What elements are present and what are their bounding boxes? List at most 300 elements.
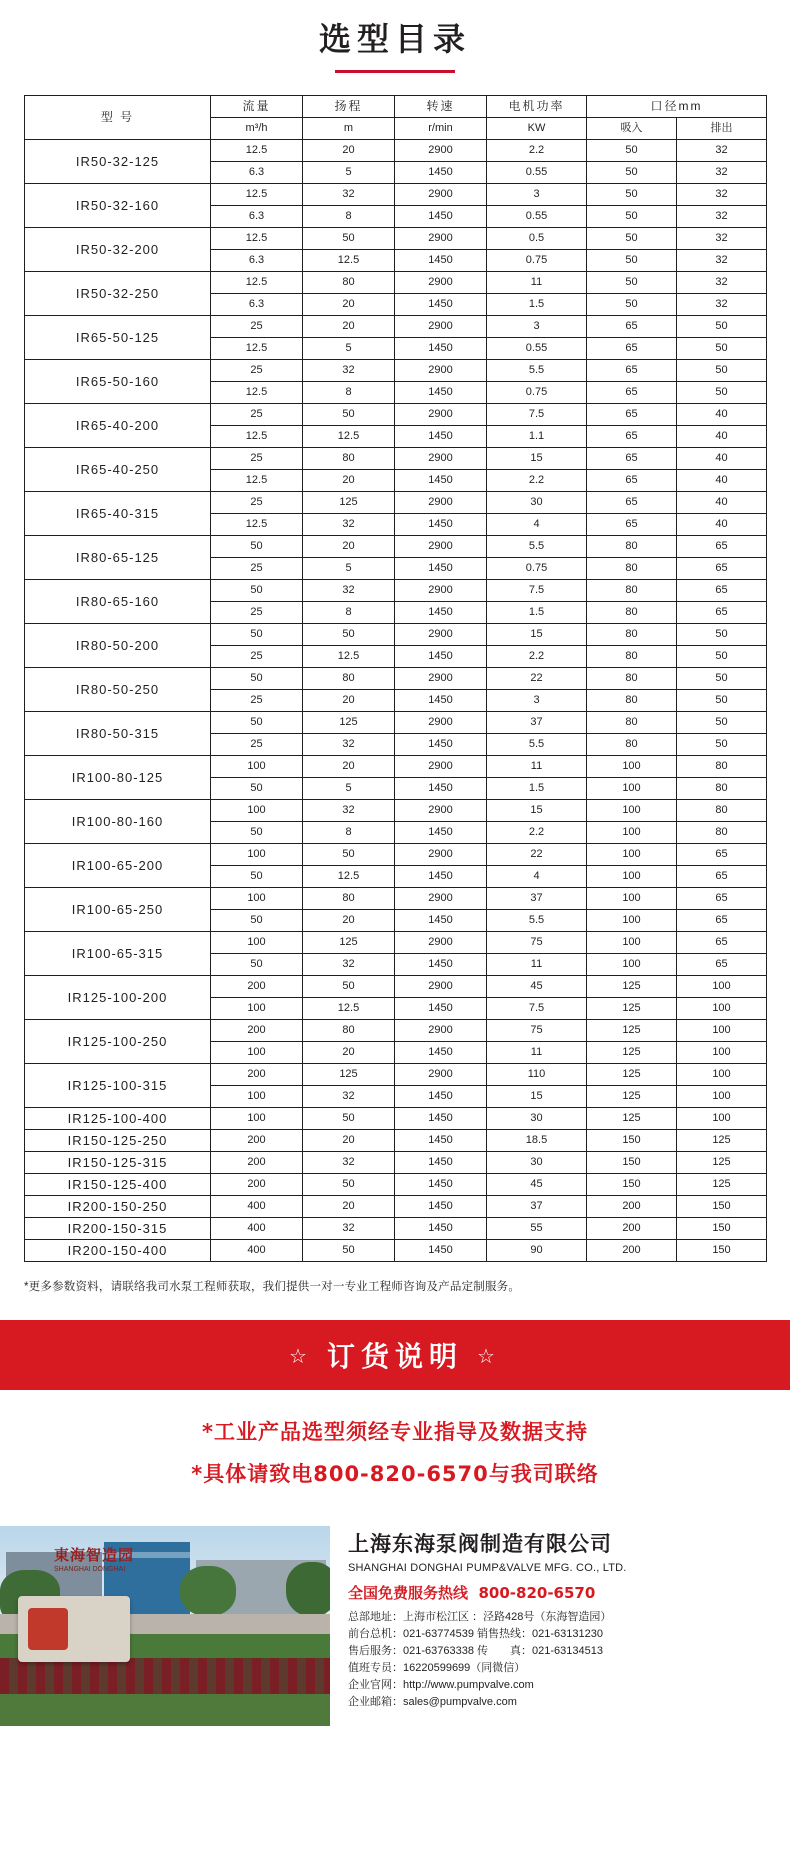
cell-outlet: 50 bbox=[677, 360, 767, 382]
cell-inlet: 65 bbox=[587, 404, 677, 426]
cell-model: IR50-32-125 bbox=[25, 140, 211, 184]
header-head: 扬程 bbox=[303, 96, 395, 118]
cell-outlet: 80 bbox=[677, 800, 767, 822]
cell-model: IR200-150-315 bbox=[25, 1218, 211, 1240]
header-diameter: 口径mm bbox=[587, 96, 767, 118]
cell-model: IR100-65-200 bbox=[25, 844, 211, 888]
table-row bbox=[25, 1174, 767, 1196]
photo-signage-stone bbox=[18, 1596, 130, 1662]
cell-flow: 12.5 bbox=[211, 338, 303, 360]
cell-inlet: 80 bbox=[587, 602, 677, 624]
table-row bbox=[25, 492, 767, 514]
table-row bbox=[25, 976, 767, 998]
cell-inlet: 80 bbox=[587, 734, 677, 756]
header-outlet: 排出 bbox=[677, 118, 767, 140]
banner-label: 订货说明 bbox=[326, 1340, 463, 1373]
cell-power: 15 bbox=[487, 800, 587, 822]
cell-flow: 100 bbox=[211, 800, 303, 822]
cell-outlet: 100 bbox=[677, 1064, 767, 1086]
cell-outlet: 125 bbox=[677, 1174, 767, 1196]
cell-model: IR100-80-125 bbox=[25, 756, 211, 800]
cell-inlet: 125 bbox=[587, 998, 677, 1020]
cell-speed: 2900 bbox=[395, 756, 487, 778]
cell-power: 0.75 bbox=[487, 250, 587, 272]
cell-outlet: 65 bbox=[677, 602, 767, 624]
table-row bbox=[25, 624, 767, 646]
cell-power: 4 bbox=[487, 866, 587, 888]
cell-head: 20 bbox=[303, 910, 395, 932]
cell-head: 32 bbox=[303, 360, 395, 382]
cell-head: 20 bbox=[303, 1042, 395, 1064]
cell-power: 7.5 bbox=[487, 998, 587, 1020]
cell-head: 5 bbox=[303, 558, 395, 580]
table-row bbox=[25, 184, 767, 206]
cell-outlet: 50 bbox=[677, 624, 767, 646]
cell-inlet: 125 bbox=[587, 1086, 677, 1108]
cell-outlet: 100 bbox=[677, 1086, 767, 1108]
cell-outlet: 50 bbox=[677, 668, 767, 690]
cell-outlet: 32 bbox=[677, 250, 767, 272]
cell-head: 80 bbox=[303, 668, 395, 690]
photo-flowerbed bbox=[0, 1658, 330, 1698]
cell-head: 12.5 bbox=[303, 866, 395, 888]
cell-speed: 1450 bbox=[395, 1196, 487, 1218]
table-row bbox=[25, 404, 767, 426]
cell-model: IR150-125-250 bbox=[25, 1130, 211, 1152]
cell-inlet: 65 bbox=[587, 492, 677, 514]
cell-speed: 2900 bbox=[395, 976, 487, 998]
company-name-cn: 上海东海泵阀制造有限公司 bbox=[348, 1532, 612, 1556]
table-row bbox=[25, 1108, 767, 1130]
cell-outlet: 65 bbox=[677, 844, 767, 866]
cell-head: 32 bbox=[303, 1152, 395, 1174]
cell-power: 37 bbox=[487, 1196, 587, 1218]
cell-outlet: 50 bbox=[677, 382, 767, 404]
table-row bbox=[25, 1020, 767, 1042]
cell-model: IR80-50-200 bbox=[25, 624, 211, 668]
cell-power: 37 bbox=[487, 888, 587, 910]
cell-speed: 2900 bbox=[395, 800, 487, 822]
cell-outlet: 125 bbox=[677, 1152, 767, 1174]
cell-speed: 2900 bbox=[395, 316, 487, 338]
cell-speed: 1450 bbox=[395, 690, 487, 712]
cell-power: 0.55 bbox=[487, 162, 587, 184]
cell-inlet: 100 bbox=[587, 932, 677, 954]
table-row bbox=[25, 228, 767, 250]
cell-inlet: 100 bbox=[587, 778, 677, 800]
cell-model: IR65-40-200 bbox=[25, 404, 211, 448]
cell-flow: 12.5 bbox=[211, 272, 303, 294]
cell-flow: 25 bbox=[211, 646, 303, 668]
cell-flow: 25 bbox=[211, 404, 303, 426]
cell-power: 15 bbox=[487, 448, 587, 470]
photo-tree-3 bbox=[286, 1562, 330, 1616]
table-row bbox=[25, 1064, 767, 1086]
cell-flow: 100 bbox=[211, 1042, 303, 1064]
cell-inlet: 80 bbox=[587, 558, 677, 580]
cell-power: 5.5 bbox=[487, 536, 587, 558]
cell-outlet: 150 bbox=[677, 1218, 767, 1240]
cell-head: 32 bbox=[303, 1218, 395, 1240]
cell-flow: 25 bbox=[211, 448, 303, 470]
cell-power: 1.5 bbox=[487, 294, 587, 316]
header-speed: 转速 bbox=[395, 96, 487, 118]
cell-speed: 1450 bbox=[395, 866, 487, 888]
cell-inlet: 50 bbox=[587, 250, 677, 272]
cell-flow: 100 bbox=[211, 844, 303, 866]
cell-power: 1.1 bbox=[487, 426, 587, 448]
cell-outlet: 50 bbox=[677, 690, 767, 712]
cell-flow: 400 bbox=[211, 1218, 303, 1240]
cell-head: 50 bbox=[303, 1108, 395, 1130]
cell-power: 0.75 bbox=[487, 558, 587, 580]
cell-flow: 12.5 bbox=[211, 228, 303, 250]
cell-outlet: 50 bbox=[677, 316, 767, 338]
cell-power: 45 bbox=[487, 1174, 587, 1196]
hotline-number: 800-820-6570 bbox=[478, 1584, 596, 1602]
cell-flow: 50 bbox=[211, 954, 303, 976]
cell-flow: 200 bbox=[211, 1174, 303, 1196]
cell-power: 1.5 bbox=[487, 602, 587, 624]
spec-table bbox=[24, 95, 767, 1262]
cell-inlet: 200 bbox=[587, 1196, 677, 1218]
cell-speed: 1450 bbox=[395, 998, 487, 1020]
footer bbox=[0, 1518, 790, 1726]
slogan-block bbox=[0, 1390, 790, 1518]
table-row bbox=[25, 712, 767, 734]
cell-outlet: 50 bbox=[677, 646, 767, 668]
table-row bbox=[25, 844, 767, 866]
page-title-block bbox=[0, 0, 790, 73]
cell-inlet: 125 bbox=[587, 1064, 677, 1086]
cell-flow: 100 bbox=[211, 1086, 303, 1108]
table-row bbox=[25, 536, 767, 558]
cell-outlet: 80 bbox=[677, 778, 767, 800]
cell-model: IR200-150-250 bbox=[25, 1196, 211, 1218]
unit-power: KW bbox=[487, 118, 587, 140]
cell-outlet: 100 bbox=[677, 976, 767, 998]
cell-flow: 6.3 bbox=[211, 250, 303, 272]
table-row bbox=[25, 1196, 767, 1218]
cell-speed: 2900 bbox=[395, 844, 487, 866]
cell-model: IR65-40-250 bbox=[25, 448, 211, 492]
cell-head: 32 bbox=[303, 734, 395, 756]
cell-model: IR200-150-400 bbox=[25, 1240, 211, 1262]
cell-inlet: 65 bbox=[587, 514, 677, 536]
cell-power: 22 bbox=[487, 844, 587, 866]
cell-head: 20 bbox=[303, 470, 395, 492]
cell-speed: 1450 bbox=[395, 910, 487, 932]
cell-head: 20 bbox=[303, 1130, 395, 1152]
cell-flow: 400 bbox=[211, 1196, 303, 1218]
table-row bbox=[25, 888, 767, 910]
cell-inlet: 65 bbox=[587, 470, 677, 492]
cell-flow: 200 bbox=[211, 1064, 303, 1086]
cell-inlet: 200 bbox=[587, 1218, 677, 1240]
photo-tree-2 bbox=[180, 1566, 236, 1616]
cell-power: 11 bbox=[487, 1042, 587, 1064]
cell-head: 8 bbox=[303, 822, 395, 844]
cell-outlet: 50 bbox=[677, 734, 767, 756]
cell-power: 30 bbox=[487, 1108, 587, 1130]
cell-model: IR125-100-200 bbox=[25, 976, 211, 1020]
cell-power: 45 bbox=[487, 976, 587, 998]
cell-inlet: 80 bbox=[587, 580, 677, 602]
cell-flow: 50 bbox=[211, 866, 303, 888]
cell-flow: 100 bbox=[211, 888, 303, 910]
cell-flow: 100 bbox=[211, 756, 303, 778]
cell-power: 18.5 bbox=[487, 1130, 587, 1152]
cell-power: 55 bbox=[487, 1218, 587, 1240]
cell-outlet: 80 bbox=[677, 822, 767, 844]
cell-inlet: 125 bbox=[587, 976, 677, 998]
cell-inlet: 80 bbox=[587, 646, 677, 668]
cell-inlet: 100 bbox=[587, 954, 677, 976]
cell-speed: 2900 bbox=[395, 1064, 487, 1086]
cell-flow: 50 bbox=[211, 668, 303, 690]
star-right-icon: ☆ bbox=[477, 1344, 501, 1368]
cell-head: 12.5 bbox=[303, 998, 395, 1020]
cell-speed: 2900 bbox=[395, 184, 487, 206]
cell-flow: 50 bbox=[211, 580, 303, 602]
cell-inlet: 65 bbox=[587, 426, 677, 448]
cell-flow: 200 bbox=[211, 1130, 303, 1152]
cell-speed: 1450 bbox=[395, 1086, 487, 1108]
cell-flow: 50 bbox=[211, 536, 303, 558]
cell-head: 32 bbox=[303, 954, 395, 976]
photo-stone-subtext: SHANGHAI DONGHAI bbox=[54, 1566, 126, 1573]
order-instruction-text bbox=[275, 1335, 515, 1375]
cell-head: 32 bbox=[303, 580, 395, 602]
cell-flow: 200 bbox=[211, 1152, 303, 1174]
cell-model: IR65-40-315 bbox=[25, 492, 211, 536]
table-row bbox=[25, 756, 767, 778]
cell-speed: 1450 bbox=[395, 954, 487, 976]
cell-inlet: 100 bbox=[587, 844, 677, 866]
cell-inlet: 125 bbox=[587, 1108, 677, 1130]
cell-head: 50 bbox=[303, 1174, 395, 1196]
cell-flow: 50 bbox=[211, 778, 303, 800]
cell-flow: 200 bbox=[211, 1020, 303, 1042]
cell-speed: 2900 bbox=[395, 668, 487, 690]
slogan-1: *工业产品选型须经专业指导及数据支持 bbox=[202, 1420, 588, 1444]
cell-flow: 25 bbox=[211, 316, 303, 338]
cell-power: 0.5 bbox=[487, 228, 587, 250]
cell-outlet: 65 bbox=[677, 580, 767, 602]
cell-head: 8 bbox=[303, 382, 395, 404]
cell-inlet: 100 bbox=[587, 910, 677, 932]
cell-flow: 100 bbox=[211, 998, 303, 1020]
cell-power: 30 bbox=[487, 1152, 587, 1174]
cell-head: 32 bbox=[303, 514, 395, 536]
cell-flow: 25 bbox=[211, 360, 303, 382]
cell-inlet: 50 bbox=[587, 206, 677, 228]
contact-line: 企业邮箱：sales@pumpvalve.com bbox=[348, 1696, 517, 1708]
catalog-note: *更多参数资料，请联络我司水泵工程师获取，我们提供一对一专业工程师咨询及产品定制服务。 bbox=[24, 1281, 521, 1293]
cell-speed: 2900 bbox=[395, 712, 487, 734]
cell-model: IR150-125-400 bbox=[25, 1174, 211, 1196]
cell-speed: 2900 bbox=[395, 360, 487, 382]
cell-model: IR80-65-125 bbox=[25, 536, 211, 580]
cell-head: 80 bbox=[303, 272, 395, 294]
cell-outlet: 50 bbox=[677, 712, 767, 734]
cell-power: 7.5 bbox=[487, 404, 587, 426]
cell-model: IR65-50-160 bbox=[25, 360, 211, 404]
cell-outlet: 80 bbox=[677, 756, 767, 778]
cell-speed: 1450 bbox=[395, 1042, 487, 1064]
cell-model: IR125-100-315 bbox=[25, 1064, 211, 1108]
company-name-en: SHANGHAI DONGHAI PUMP&VALVE MFG. CO., LTD. bbox=[348, 1562, 627, 1574]
hotline-label: 全国免费服务热线 bbox=[348, 1584, 469, 1602]
cell-inlet: 65 bbox=[587, 338, 677, 360]
cell-head: 125 bbox=[303, 1064, 395, 1086]
cell-power: 15 bbox=[487, 1086, 587, 1108]
cell-speed: 2900 bbox=[395, 228, 487, 250]
cell-speed: 1450 bbox=[395, 514, 487, 536]
cell-flow: 50 bbox=[211, 822, 303, 844]
cell-speed: 1450 bbox=[395, 426, 487, 448]
cell-speed: 1450 bbox=[395, 646, 487, 668]
cell-flow: 12.5 bbox=[211, 140, 303, 162]
cell-power: 22 bbox=[487, 668, 587, 690]
cell-head: 32 bbox=[303, 1086, 395, 1108]
cell-flow: 400 bbox=[211, 1240, 303, 1262]
cell-power: 75 bbox=[487, 1020, 587, 1042]
cell-speed: 1450 bbox=[395, 1152, 487, 1174]
cell-inlet: 100 bbox=[587, 888, 677, 910]
cell-head: 80 bbox=[303, 1020, 395, 1042]
cell-speed: 1450 bbox=[395, 382, 487, 404]
cell-flow: 50 bbox=[211, 712, 303, 734]
cell-outlet: 125 bbox=[677, 1130, 767, 1152]
cell-head: 20 bbox=[303, 1196, 395, 1218]
table-row bbox=[25, 932, 767, 954]
page-title: 选型目录 bbox=[318, 20, 471, 58]
cell-speed: 1450 bbox=[395, 558, 487, 580]
cell-inlet: 50 bbox=[587, 184, 677, 206]
contact-line: 售后服务：021-63763338 传 真：021-63134513 bbox=[348, 1645, 603, 1657]
cell-model: IR100-65-250 bbox=[25, 888, 211, 932]
cell-inlet: 80 bbox=[587, 536, 677, 558]
cell-head: 20 bbox=[303, 316, 395, 338]
cell-speed: 2900 bbox=[395, 140, 487, 162]
cell-speed: 1450 bbox=[395, 734, 487, 756]
cell-outlet: 40 bbox=[677, 470, 767, 492]
cell-head: 20 bbox=[303, 756, 395, 778]
table-row bbox=[25, 668, 767, 690]
cell-speed: 1450 bbox=[395, 1108, 487, 1130]
cell-outlet: 65 bbox=[677, 558, 767, 580]
cell-head: 125 bbox=[303, 712, 395, 734]
cell-flow: 25 bbox=[211, 602, 303, 624]
contact-line: 前台总机：021-63774539 销售热线：021-63131230 bbox=[348, 1628, 603, 1640]
cell-power: 5.5 bbox=[487, 734, 587, 756]
cell-power: 11 bbox=[487, 954, 587, 976]
cell-power: 2.2 bbox=[487, 470, 587, 492]
cell-outlet: 32 bbox=[677, 272, 767, 294]
spec-table-body bbox=[25, 140, 767, 1262]
contact-line: 值班专员：16220599699（同微信） bbox=[348, 1662, 526, 1674]
contact-list bbox=[348, 1609, 790, 1711]
cell-speed: 2900 bbox=[395, 448, 487, 470]
cell-speed: 1450 bbox=[395, 1240, 487, 1262]
cell-outlet: 65 bbox=[677, 536, 767, 558]
header-row bbox=[25, 96, 767, 118]
cell-outlet: 40 bbox=[677, 492, 767, 514]
unit-head: m bbox=[303, 118, 395, 140]
photo-grass bbox=[0, 1694, 330, 1726]
contact-line: 企业官网：http://www.pumpvalve.com bbox=[348, 1679, 534, 1691]
cell-power: 3 bbox=[487, 184, 587, 206]
cell-head: 50 bbox=[303, 844, 395, 866]
cell-power: 4 bbox=[487, 514, 587, 536]
cell-model: IR80-65-160 bbox=[25, 580, 211, 624]
cell-outlet: 100 bbox=[677, 1042, 767, 1064]
cell-model: IR50-32-160 bbox=[25, 184, 211, 228]
header-inlet: 吸入 bbox=[587, 118, 677, 140]
cell-flow: 25 bbox=[211, 690, 303, 712]
cell-inlet: 50 bbox=[587, 272, 677, 294]
cell-head: 50 bbox=[303, 1240, 395, 1262]
cell-outlet: 50 bbox=[677, 338, 767, 360]
cell-speed: 1450 bbox=[395, 1174, 487, 1196]
cell-model: IR50-32-250 bbox=[25, 272, 211, 316]
cell-power: 0.55 bbox=[487, 338, 587, 360]
cell-model: IR125-100-400 bbox=[25, 1108, 211, 1130]
cell-speed: 1450 bbox=[395, 250, 487, 272]
order-instruction-banner bbox=[0, 1320, 790, 1390]
star-left-icon: ☆ bbox=[289, 1344, 313, 1368]
cell-inlet: 50 bbox=[587, 228, 677, 250]
cell-speed: 2900 bbox=[395, 1020, 487, 1042]
table-row bbox=[25, 800, 767, 822]
table-row bbox=[25, 316, 767, 338]
cell-inlet: 100 bbox=[587, 756, 677, 778]
cell-head: 50 bbox=[303, 404, 395, 426]
cell-inlet: 150 bbox=[587, 1152, 677, 1174]
cell-outlet: 32 bbox=[677, 206, 767, 228]
cell-flow: 12.5 bbox=[211, 514, 303, 536]
cell-flow: 12.5 bbox=[211, 382, 303, 404]
cell-head: 32 bbox=[303, 800, 395, 822]
cell-head: 80 bbox=[303, 448, 395, 470]
cell-outlet: 40 bbox=[677, 426, 767, 448]
cell-power: 0.55 bbox=[487, 206, 587, 228]
cell-inlet: 100 bbox=[587, 822, 677, 844]
cell-outlet: 32 bbox=[677, 184, 767, 206]
cell-speed: 1450 bbox=[395, 1130, 487, 1152]
unit-flow: m³/h bbox=[211, 118, 303, 140]
spec-table-head bbox=[25, 96, 767, 140]
cell-speed: 2900 bbox=[395, 624, 487, 646]
cell-speed: 1450 bbox=[395, 778, 487, 800]
cell-head: 32 bbox=[303, 184, 395, 206]
cell-model: IR150-125-315 bbox=[25, 1152, 211, 1174]
factory-photo bbox=[0, 1526, 330, 1726]
cell-model: IR80-50-250 bbox=[25, 668, 211, 712]
cell-outlet: 65 bbox=[677, 932, 767, 954]
cell-outlet: 40 bbox=[677, 514, 767, 536]
cell-outlet: 40 bbox=[677, 404, 767, 426]
cell-flow: 25 bbox=[211, 492, 303, 514]
header-power: 电机功率 bbox=[487, 96, 587, 118]
cell-model: IR100-80-160 bbox=[25, 800, 211, 844]
cell-power: 75 bbox=[487, 932, 587, 954]
cell-power: 2.2 bbox=[487, 822, 587, 844]
cell-model: IR65-50-125 bbox=[25, 316, 211, 360]
cell-outlet: 65 bbox=[677, 910, 767, 932]
cell-head: 12.5 bbox=[303, 426, 395, 448]
